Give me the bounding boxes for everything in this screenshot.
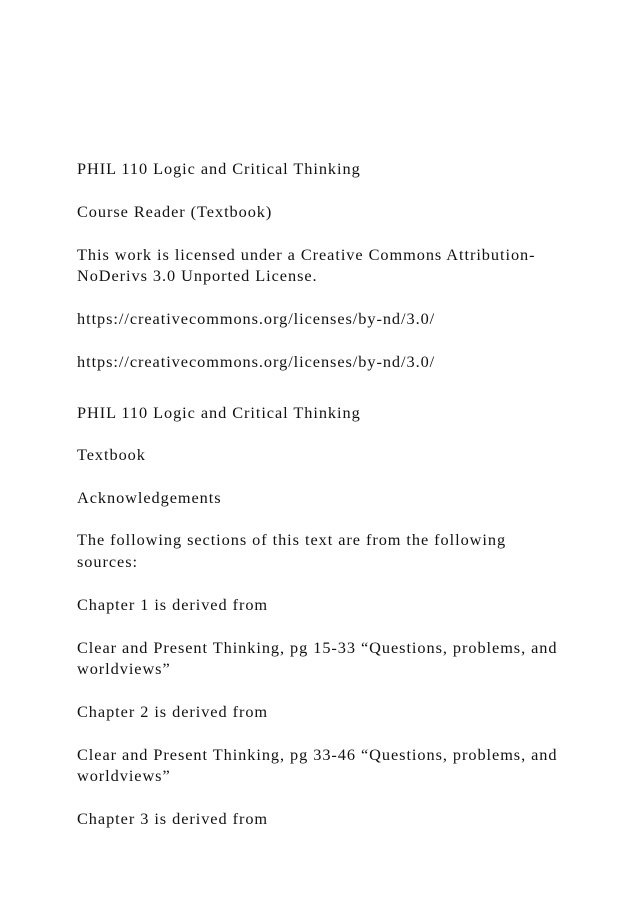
license-url: https://creativecommons.org/licenses/by-nd/3.0/ <box>77 309 436 328</box>
course-reader-label: Course Reader (Textbook) <box>77 202 273 221</box>
course-title-repeat: PHIL 110 Logic and Critical Thinking <box>77 403 361 422</box>
chapter-1-source-line-1: Clear and Present Thinking, pg 15-33 “Questions, problems, and <box>77 638 558 657</box>
acknowledgements-heading: Acknowledgements <box>77 488 222 507</box>
chapter-3-label: Chapter 3 is derived from <box>77 809 269 828</box>
license-statement-line-2: NoDerivs 3.0 Unported License. <box>77 266 318 285</box>
license-url-repeat: https://creativecommons.org/licenses/by-nd/3.0/ <box>77 352 436 371</box>
textbook-label: Textbook <box>77 445 146 464</box>
chapter-2-label: Chapter 2 is derived from <box>77 702 269 721</box>
course-title: PHIL 110 Logic and Critical Thinking <box>77 159 361 178</box>
sources-intro-line-2: sources: <box>77 552 138 571</box>
chapter-1-label: Chapter 1 is derived from <box>77 595 269 614</box>
chapter-1-source-line-2: worldviews” <box>77 659 171 678</box>
sources-intro-line-1: The following sections of this text are from the following <box>77 530 507 549</box>
license-statement-line-1: This work is licensed under a Creative Commons Attribution- <box>77 245 536 264</box>
chapter-2-source-line-1: Clear and Present Thinking, pg 33-46 “Questions, problems, and <box>77 745 558 764</box>
chapter-2-source-line-2: worldviews” <box>77 766 171 785</box>
